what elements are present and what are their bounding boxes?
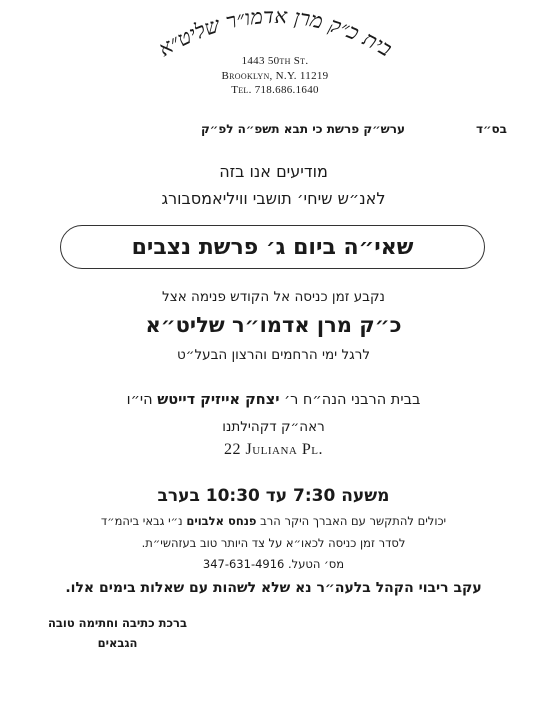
date-line: ערש״ק פרשת כי תבא תשפ״ה לפ״ק bbox=[200, 122, 405, 136]
contact-line-3 bbox=[0, 557, 547, 571]
host-line bbox=[0, 392, 547, 408]
occasion-line: לרגל ימי הרחמים והרצון הבעל״ט bbox=[177, 347, 370, 363]
address-street: 1443 50th St. bbox=[241, 55, 309, 67]
svg-text:בית כ״ק מרן אדמו״ר שליט״א bbox=[154, 4, 396, 61]
address-phone: Tel. 718.686.1640 bbox=[231, 84, 319, 96]
address-city: Brooklyn, N.Y. 11219 bbox=[221, 70, 329, 82]
host-title: ראה״ק דקהילתנו bbox=[222, 419, 325, 435]
intro-line-2: לאנ״ש שיחי׳ תושבי וויליאמסבורג bbox=[161, 189, 386, 208]
warning-line: עקב ריבוי הקהל בלעה״ר נא שלא לשהות עם שאלות בימים אלו. bbox=[65, 580, 482, 596]
contact-post: נ״י גבאי ביהמ״ד bbox=[100, 514, 183, 528]
letterhead-name: בית כ״ק מרן אדמו״ר שליט״א bbox=[154, 3, 396, 62]
contact-name: פנחס אלבוים bbox=[186, 514, 257, 528]
intro-line-1: מודיעים אנו בזה bbox=[219, 162, 328, 181]
phone-label: מס׳ הטעל. bbox=[288, 557, 345, 571]
contact-pre: יכולים להתקשר עם האברך היקר הרב bbox=[260, 514, 447, 528]
contact-line-2: לסדר זמן כניסה לכאו״א על צד היותר טוב בעזהשי״ת. bbox=[141, 536, 406, 550]
host-prefix: בבית הרבני הנה״ח ר׳ bbox=[284, 392, 421, 408]
bsd-mark: בס״ד bbox=[475, 122, 507, 136]
time-range: משעה 7:30 עד 10:30 בערב bbox=[157, 486, 390, 506]
phone-number: 347-631-4916 bbox=[202, 557, 285, 571]
gabbaim-signature: הגבאים bbox=[97, 636, 138, 650]
rebbe-name: כ״ק מרן אדמו״ר שליט״א bbox=[145, 313, 402, 337]
contact-line-1 bbox=[0, 514, 547, 528]
banner-text: שאי״ה ביום ג׳ פרשת נצבים bbox=[131, 234, 414, 260]
host-suffix: הי״ו bbox=[126, 392, 153, 408]
host-name: יצחק אייזיק דייטש bbox=[157, 392, 280, 408]
entrance-line: נקבע זמן כניסה אל הקודש פנימה אצל bbox=[162, 289, 385, 305]
banner-box bbox=[60, 225, 485, 269]
host-street: 22 Juliana Pl. bbox=[223, 441, 323, 458]
blessing-line: ברכת כתיבה וחתימה טובה bbox=[48, 616, 187, 630]
